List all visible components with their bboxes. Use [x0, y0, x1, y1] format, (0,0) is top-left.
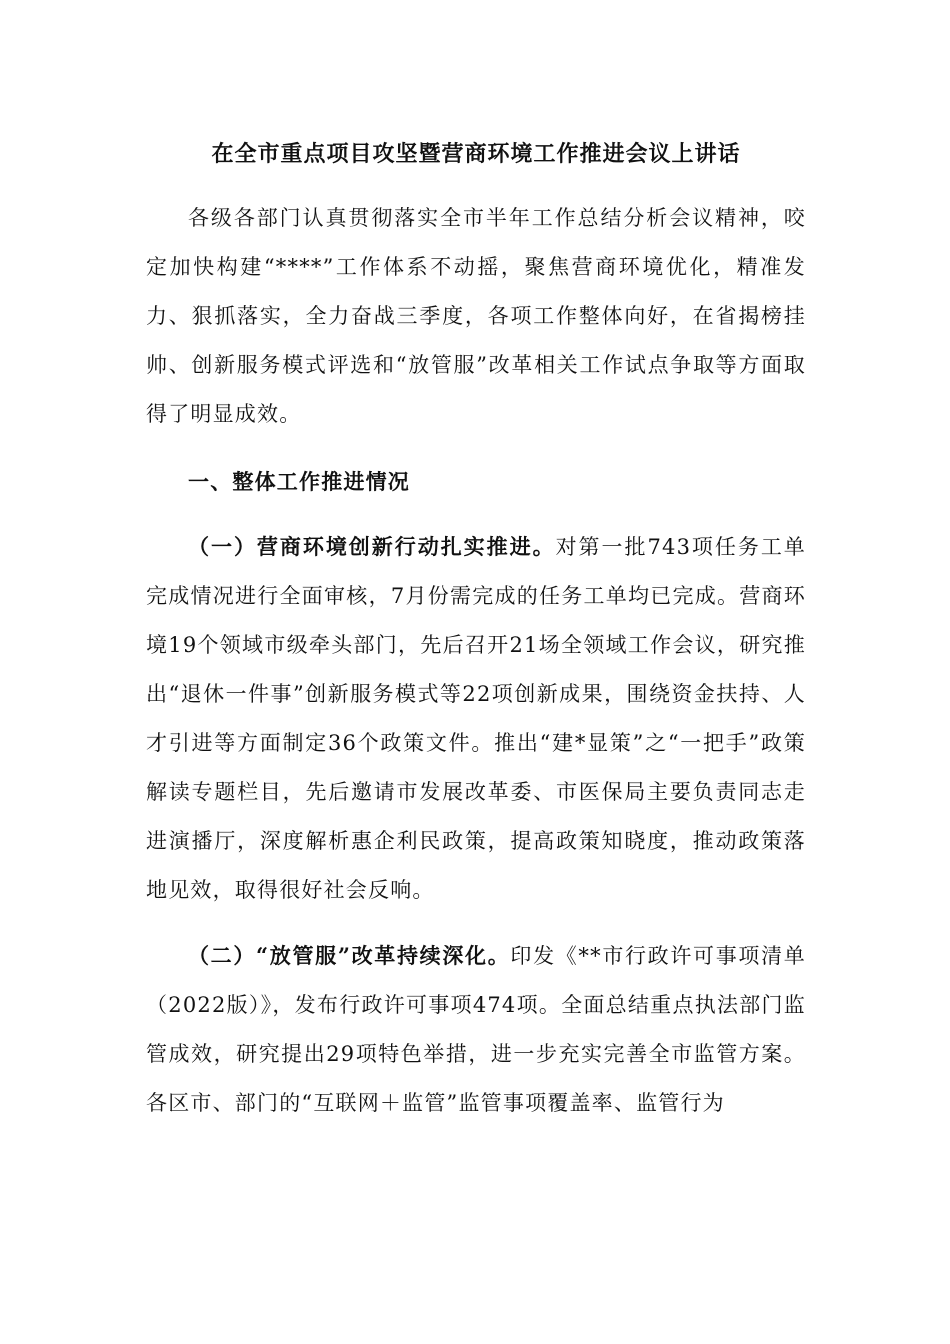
document-title: 在全市重点项目攻坚暨营商环境工作推进会议上讲话: [211, 141, 741, 167]
document-body: [146, 132, 806, 1128]
subsection-1-paragraph: [146, 522, 806, 915]
intro-paragraph: 各级各部门认真贯彻落实全市半年工作总结分析会议精神，咬定加快构建“****”工作体系不动摇，聚焦营商环境优化，精准发力、狠抓落实，全力奋战三季度，各项工作整体向好，在省揭榜挂帅、创新服务模式评选和“放管服”改革相关工作试点争取等方面取得了明显成效。: [146, 206, 806, 426]
subsection-2-paragraph: [146, 931, 806, 1128]
subsection-1-body: 对第一批743项任务工单完成情况进行全面审核，7月份需完成的任务工单均已完成。营商环境19个领域市级牵头部门，先后召开21场全领域工作会议，研究推出“退休一件事”创新服务模式等22项创新成果，围绕资金扶持、人才引进等方面制定36个政策文件。推出“建*显策”之“一把手”政策解读专题栏目，先后邀请市发展改革委、市医保局主要负责同志走进演播厅，深度解析惠企利民政策，提高政策知晓度，推动政策落地见效，取得很好社会反响。: [146, 535, 806, 902]
paragraph-gap: [146, 915, 806, 931]
subsection-2-body: 印发《**市行政许可事项清单（2022版）》，发布行政许可事项474项。全面总结重点执法部门监管成效，研究提出29项特色举措，进一步充实完善全市监管方案。各区市、部门的“互联网＋监管”监管事项覆盖率、监管行为: [146, 944, 806, 1115]
subsection-2-lead: （二）“放管服”改革持续深化。: [188, 943, 511, 968]
subsection-1-lead: （一）营商环境创新行动扎实推进。: [188, 534, 556, 559]
section-heading: 一、整体工作推进情况: [188, 469, 410, 494]
